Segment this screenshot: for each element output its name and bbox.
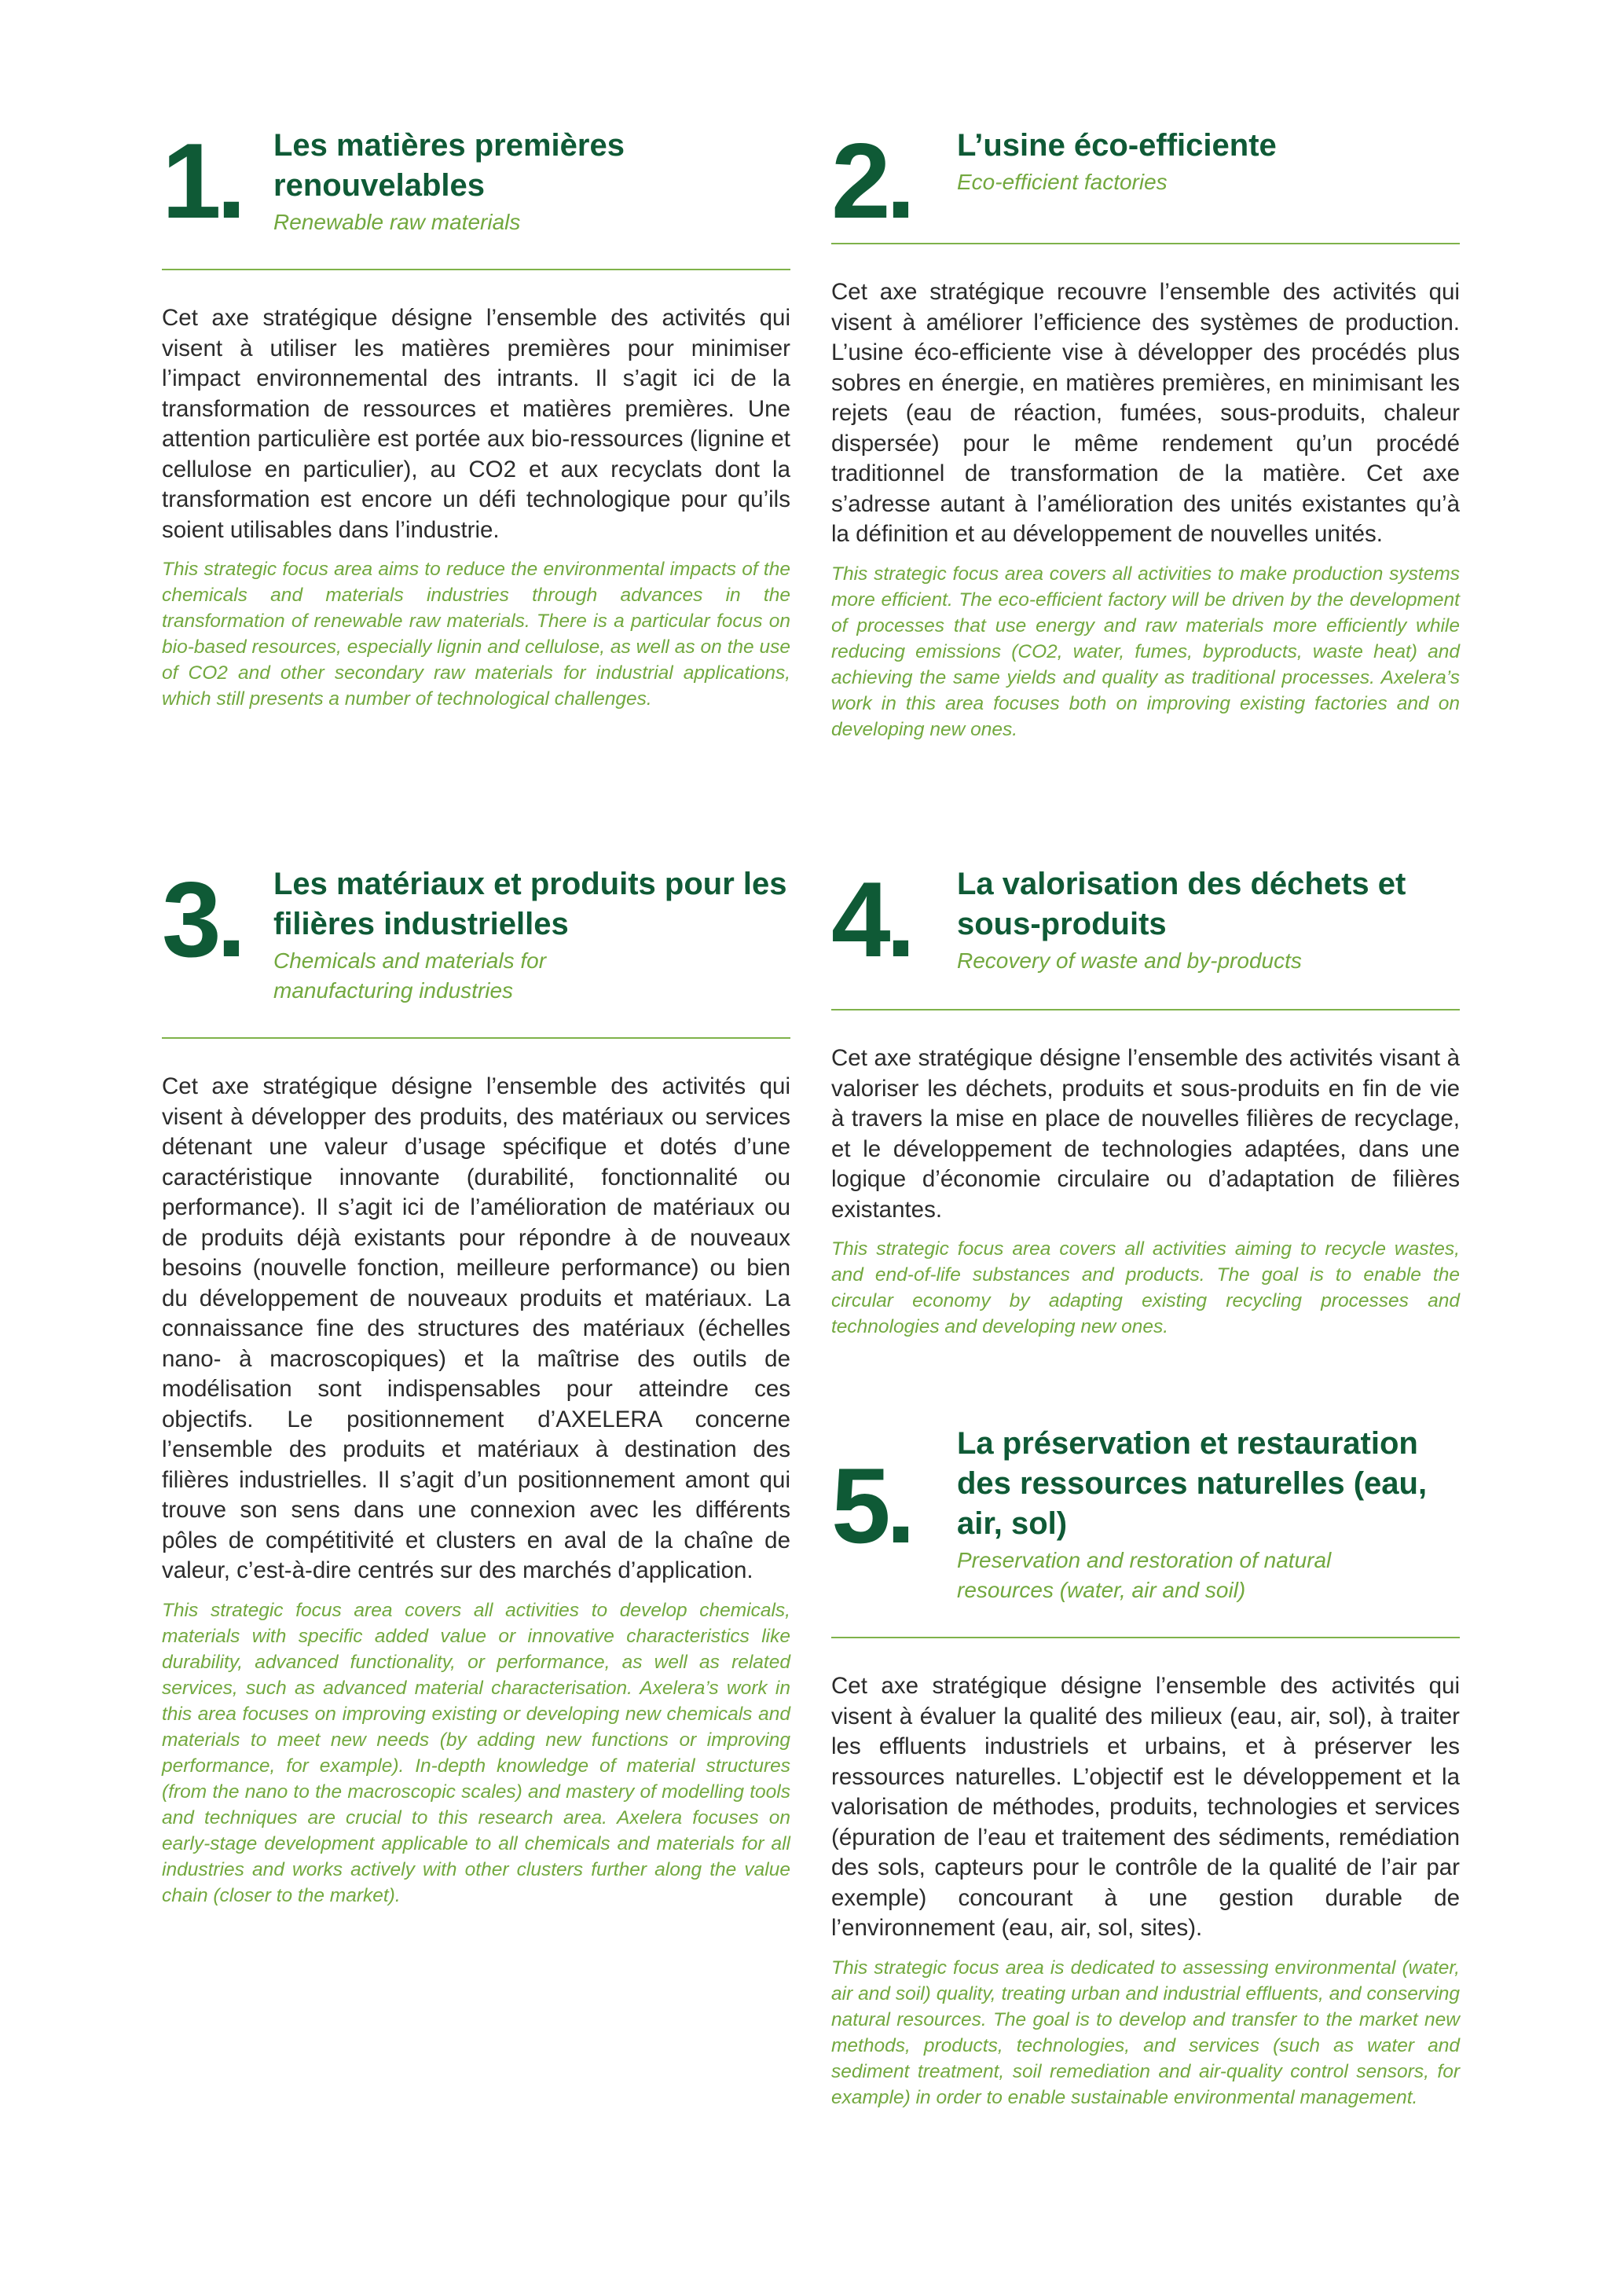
section-number: 2. [831,121,911,240]
section-body-fr: Cet axe stratégique désigne l’ensemble des activités visant à valoriser les déchets, produits et sous-produits en fin de vie à travers la mise en place de nouvelles filières de recyclage, et le développement de technologies adaptées, dans une logique d’économie circulaire ou d’adaptation de filières existantes. [831,1045,1460,1223]
section-title-en: Renewable raw materials [273,210,521,234]
section-title-en: Preservation and restoration of natural resources (water, air and soil) [957,1548,1332,1602]
section-title-en: Recovery of waste and by-products [957,948,1302,973]
section-body-fr: Cet axe stratégique désigne l’ensemble des activités qui visent à utiliser les matières premières pour minimiser l’impact environnemental des intrants. Il s’agit ici de la transformation de ressources et matières premières. Une attention particulière est portée aux bio-ressources (lignine et cellulose en particulier), au CO2 et aux recyclats dont la transformation est encore un défi technologique pour qu’ils soient utilisables dans l’industrie. [162,305,790,543]
section-number: 5. [831,1446,911,1565]
section-divider [831,243,1460,244]
section-body-fr: Cet axe stratégique désigne l’ensemble des activités qui visent à développer des produits, des matériaux ou services détenant une valeur d’usage spécifique et dotés d’une caractéristique innovante (durabilité, fonctionnalité ou performance). Il s’agit ici de l’amélioration de matériaux ou de produits déjà existants pour répondre à de nouveaux besoins (nouvelle fonction, meilleure performance) ou bien du développement de nouveaux produits et matériaux. La connaissance fine des structures des matériaux (échelles nano- à macroscopiques) et la maîtrise des outils de modélisation sont indispensables pour atteindre ces objectifs. Le positionnement d’AXELERA concerne l’ensemble des produits et matériaux à destination des filières industrielles. Il s’agit d’un positionnement amont qui trouve son sens dans une connexion avec les différents pôles de compétitivité et clusters en aval de la chaîne de valeur, c’est-à-dire centrés sur des marchés d’application. [162,1073,790,1583]
section-number: 3. [162,860,242,979]
section-title-fr: L’usine éco-efficiente [957,128,1277,163]
section-divider [831,1637,1460,1638]
section-body-fr: Cet axe stratégique désigne l’ensemble des activités qui visent à évaluer la qualité des milieux (eau, air, sol), à traiter les effluents industriels et urbains, et à préserver les ressources naturelles. L’objectif est le développement et la valorisation de méthodes, produits, technologies et services (épuration de l’eau et traitement des sédiments, remédiation des sols, capteurs pour le contrôle de la qualité de l’air par exemple) concourant à une gestion durable de l’environnement (eau, air, sol, sites). [831,1673,1460,1941]
section-header [162,860,790,1006]
section-header [831,860,1460,979]
section-body-en: This strategic focus area covers all activities to make production systems more efficient. The eco-efficient factory will be driven by the development of processes that use energy and raw materials more efficiently while reducing emissions (CO2, water, fumes, byproducts, waste heat) and achieving the same yields and quality as traditional processes. Axelera’s work in this area focuses both on improving existing factories and on developing new ones. [831,563,1460,740]
section-divider [162,1037,790,1039]
section-divider [162,269,790,270]
section-waste-recovery [831,860,1460,1340]
section-title-fr: La valorisation des déchets et sous-produits [957,867,1406,941]
section-natural-resources [831,1424,1460,2111]
section-header [831,1424,1460,1605]
section-header [831,121,1460,240]
section-eco-efficient-factories [831,121,1460,743]
section-body-en: This strategic focus area covers all activities to develop chemicals, materials with specific added value or innovative characteristics like durability, advanced functionality, or performance, as well as related services, such as advanced material characterisation. Axelera’s work in this area focuses on improving existing or developing new chemicals and materials to meet new needs (by adding new functions or improving performance, for example). In-depth knowledge of material structures (from the nano to the macroscopic scales) and mastery of modelling tools and techniques are crucial to this research area. Axelera focuses on early-stage development applicable to all chemicals and materials for all industries and works actively with other clusters further along the value chain (closer to the market). [162,1599,790,1906]
section-header [162,121,790,240]
section-body-en: This strategic focus area aims to reduce the environmental impacts of the chemicals and materials industries through advances in the transformation of renewable raw materials. There is a particular focus on bio-based resources, especially lignin and cellulose, as well as on the use of CO2 and other secondary raw materials for industrial applications, which still presents a number of technological challenges. [162,559,790,710]
section-title-fr: Les matières premières renouvelables [273,128,625,203]
section-title-en: Chemicals and materials for manufacturing industries [273,948,547,1003]
section-chemicals-and-materials [162,860,790,1909]
section-number: 1. [162,121,242,240]
section-number: 4. [831,860,911,979]
section-divider [831,1009,1460,1010]
section-title-fr: Les matériaux et produits pour les filières industrielles [273,867,787,941]
section-title-fr: La préservation et restauration des ressources naturelles (eau, air, sol) [957,1426,1428,1541]
section-title-en: Eco-efficient factories [957,170,1168,194]
section-renewable-raw-materials [162,121,790,712]
section-body-fr: Cet axe stratégique recouvre l’ensemble des activités qui visent à améliorer l’efficience des systèmes de production. L’usine éco-efficiente vise à développer des procédés plus sobres en énergie, en matières premières, en minimisant les rejets (eau de réaction, fumées, sous-produits, chaleur dispersée) pour le même rendement qu’un procédé traditionnel de transformation de la matière. Cet axe s’adresse autant à l’amélioration des unités existantes qu’à la définition et au développement de nouvelles unités. [831,279,1460,547]
section-body-en: This strategic focus area is dedicated to assessing environmental (water, air and soil) quality, treating urban and industrial effluents, and conserving natural resources. The goal is to develop and transfer to the market new methods, products, technologies, and services (such as water and sediment treatment, soil remediation and air-quality control sensors, for example) in order to enable sustainable environmental management. [831,1957,1460,2108]
section-body-en: This strategic focus area covers all activities aiming to recycle wastes, and end-of-life substances and products. The goal is to enable the circular economy by adapting existing recycling processes and technologies and developing new ones. [831,1238,1460,1337]
